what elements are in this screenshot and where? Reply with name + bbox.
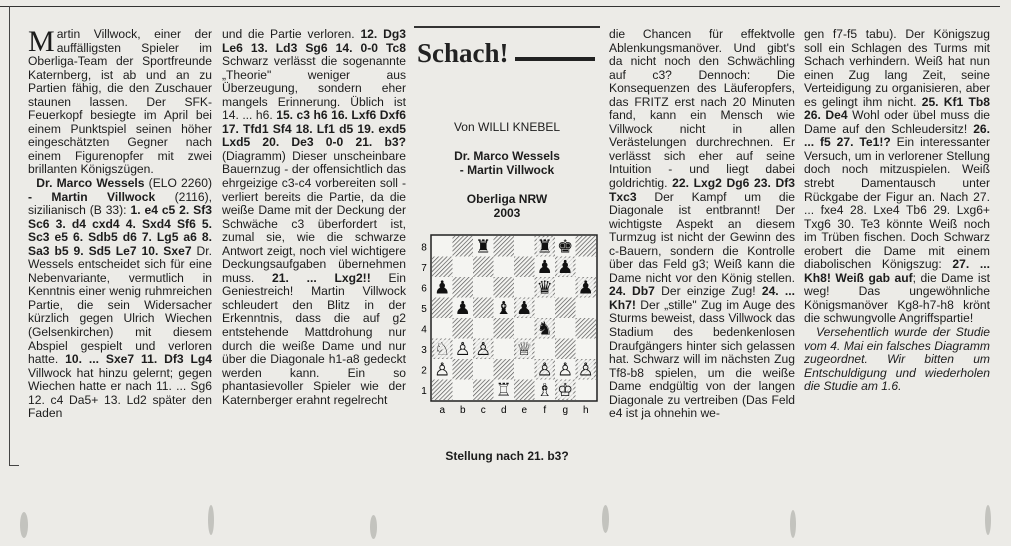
chess-piece-a2: ♙ — [434, 359, 451, 381]
square-e6 — [514, 277, 535, 298]
square-d4 — [494, 318, 515, 339]
rank-label: 1 — [421, 385, 427, 397]
square-e8 — [514, 236, 535, 257]
paper-stain — [370, 515, 377, 539]
bottom-corner-rule — [9, 465, 19, 466]
top-rule — [0, 6, 1000, 7]
diagram-caption: Stellung nach 21. b3? — [445, 449, 569, 463]
chess-piece-c3: ♙ — [475, 338, 492, 360]
chess-piece-a3: ♘ — [434, 338, 451, 360]
article-column-5 — [804, 28, 990, 468]
chess-diagram — [414, 234, 600, 444]
paper-stain — [985, 505, 991, 535]
rank-label: 7 — [421, 262, 427, 274]
rank-label: 8 — [421, 242, 427, 254]
paper-stain — [602, 505, 609, 533]
chess-piece-f2: ♙ — [536, 359, 553, 381]
square-e2 — [514, 359, 535, 380]
square-b2 — [453, 359, 474, 380]
square-g6 — [555, 277, 576, 298]
square-b1 — [453, 380, 474, 401]
square-c2 — [473, 359, 494, 380]
drop-cap: M — [28, 28, 55, 58]
event — [414, 192, 600, 220]
chess-piece-g8: ♚ — [557, 236, 574, 258]
correction-note: Versehentlich wurde der Studie vom 4. Mai ein falsches Diagramm zugeordnet. Wir bitten um Entschuldigung und wiederholen die Studie am 1.6. — [804, 325, 990, 394]
square-b7 — [453, 257, 474, 278]
square-h7 — [576, 257, 597, 278]
chess-piece-d5: ♝ — [495, 297, 512, 319]
square-c6 — [473, 277, 494, 298]
rank-label: 2 — [421, 365, 427, 377]
rank-label: 5 — [421, 303, 427, 315]
square-d7 — [494, 257, 515, 278]
file-label: e — [521, 405, 528, 416]
square-a5 — [432, 298, 453, 319]
square-d8 — [494, 236, 515, 257]
event-year: 2003 — [493, 206, 521, 220]
chess-piece-a6: ♟ — [434, 277, 451, 299]
player-white: Dr. Marco Wessels — [454, 149, 560, 163]
column-2-text: und die Partie verloren. 12. Dg3 Le6 13. Ld3 Sg6 14. 0-0 Tc8 Schwarz verlässt die sogenannte „Theorie" weniger aus Überzeugung, sondern eher mangels Erinnerung. Üblich ist 14. ... h6. 15. c3 h6 16. Lxf6 Dxf6 17. Tfd1 Sf4 18. Lf1 d5 19. exd5 Lxd5 20. De3 0-0 21. b3? (Diagramm) Dieser unscheinbare Bauernzug - der offensichtlich das ehrgeizige c3-c4 vorbereiten soll - verliert bereits die Partie, da die weiße Dame mit der Deckung der Schwäche c3 überfordert ist, zumal sie, wie die schwarze Antwort zeigt, noch viel wichtigere Deckungsaufgaben übernehmen muss. 21. ... Lxg2!! Ein Geniestreich! Martin Villwock schleudert den Blitz in der Erkenntnis, dass die auf g2 entstehende Mattdrohung nur durch die weiße Dame und nur über die Diagonale h1-a8 gedeckt werden kann. Ein so phantasievoller Spieler wie der Katernberger erahnt regelrecht — [222, 28, 406, 407]
square-h5 — [576, 298, 597, 319]
column-4-text: die Chancen für effektvolle Ablenkungsmanöver. Und gibt's da nicht noch den Schwächling auf c3? Dennoch: Die Konsequenzen des Läuferopfers, das FRITZ erst nach 20 Minuten fand, kann ein Mensch wie Villwock nicht in allen Verästelungen durchrechnen. Er verlässt sich eher auf seine Intuition - und liegt dabei goldrichtig. 22. Lxg2 Dg6 23. Df3 Txc3 Der Kampf um die Diagonale ist entbrannt! Der wichtigste Aspekt an diesem Turmzug ist nicht der Gewinn des c-Bauern, sondern die Kontrolle über das Feld g3; Weiß kann die Dame nicht vor den König stellen. 24. Db7 Der einzige Zug! 24. ... Kh7! Der „stille" Zug im Auge des Sturms beweist, dass Villwock das Stadium des bedenkenlosen Draufgängers hinter sich gelassen hat. Schwarz will im nächsten Zug Tf8-b8 spielen, um die weiße Dame endgültig von der langen Diagonale zu vertreiben (Das Feld e4 ist ja ohnehin we- — [609, 28, 795, 421]
square-b4 — [453, 318, 474, 339]
chess-piece-f8: ♜ — [536, 236, 553, 258]
square-b6 — [453, 277, 474, 298]
square-c5 — [473, 298, 494, 319]
paper-stain — [20, 512, 28, 538]
file-label: c — [480, 405, 486, 416]
square-a4 — [432, 318, 453, 339]
chess-piece-g1: ♔ — [557, 379, 574, 401]
square-e7 — [514, 257, 535, 278]
square-h1 — [576, 380, 597, 401]
file-label: a — [439, 405, 446, 416]
chess-piece-f4: ♞ — [536, 318, 553, 340]
square-d6 — [494, 277, 515, 298]
file-label: g — [562, 405, 569, 416]
file-label: d — [500, 405, 507, 416]
chess-piece-f7: ♟ — [536, 256, 553, 278]
players — [414, 149, 600, 177]
square-g3 — [555, 339, 576, 360]
chess-board — [414, 234, 600, 444]
article-column-2 — [222, 28, 406, 468]
paper-stain — [790, 510, 796, 538]
square-c4 — [473, 318, 494, 339]
column-5-text: gen f7-f5 tabu). Der Königszug soll ein Schlagen des Turms mit Schach verhindern. Weiß hat nun einen Zug lang Zeit, seine Verteidigung zu organisieren, aber es gelingt ihm nicht. 25. Kf1 Tb8 26. De4 Wohl oder übel muss die Dame auf den Schleudersitz! 26. ... f5 27. Te1!? Ein interessanter Versuch, um in verlorener Stellung doch noch mitzuspielen. Weiß strebt Damentausch unter Rückgabe der Figur an. Nach 27. ... fxe4 28. Lxe4 Tb6 29. Lxg6+ Txg6 30. Te3 könnte Weiß noch im Trüben fischen. Doch Schwarz erobert die Dame mit einem diabolischen Königszug: 27. ... Kh8! Weiß gab auf; die Dame ist weg! Das ungewöhnliche Königsmanöver Kg8-h7-h8 krönt die schwungvolle Angriffspartie! — [804, 28, 990, 326]
chess-panel — [414, 26, 600, 466]
chess-piece-g7: ♟ — [557, 256, 574, 278]
square-c1 — [473, 380, 494, 401]
square-c7 — [473, 257, 494, 278]
square-b8 — [453, 236, 474, 257]
square-g5 — [555, 298, 576, 319]
event-name: Oberliga NRW — [466, 192, 548, 206]
chess-piece-d1: ♖ — [495, 379, 512, 401]
panel-top-rule — [414, 26, 600, 28]
file-label: f — [543, 405, 547, 416]
rank-label: 3 — [421, 344, 427, 356]
byline: Von WILLI KNEBEL — [453, 120, 561, 134]
intro-paragraph: Martin Villwock, einer der auffälligsten Spieler im Oberliga-Team der Sportfreunde Katernberg, ist ab und an zu Partien fähig, die den Zuschauer staunen lassen. Der SFK-Feuerkopf besiegte im April bei einem Punktspiel seinen höher eingeschätzten Gegner nach einem Figurenopfer mit zwei brillanten Königszügen. — [28, 28, 212, 177]
title-underline — [515, 57, 595, 61]
chess-piece-g2: ♙ — [557, 359, 574, 381]
square-f5 — [535, 298, 556, 319]
square-a8 — [432, 236, 453, 257]
square-a1 — [432, 380, 453, 401]
article-column-4 — [609, 28, 795, 468]
square-h4 — [576, 318, 597, 339]
chess-piece-c8: ♜ — [475, 236, 492, 258]
chess-piece-b3: ♙ — [454, 338, 471, 360]
chess-piece-e5: ♟ — [516, 297, 533, 319]
square-d2 — [494, 359, 515, 380]
square-h3 — [576, 339, 597, 360]
file-label: b — [459, 405, 466, 416]
rank-label: 6 — [421, 283, 427, 295]
square-e4 — [514, 318, 535, 339]
file-label: h — [582, 405, 589, 416]
square-f3 — [535, 339, 556, 360]
square-e1 — [514, 380, 535, 401]
player-black: - Martin Villwock — [459, 163, 555, 177]
chess-piece-e3: ♕ — [516, 338, 533, 360]
article-column-1 — [28, 28, 212, 468]
square-d3 — [494, 339, 515, 360]
chess-piece-h6: ♟ — [577, 277, 594, 299]
chess-piece-b5: ♟ — [454, 297, 471, 319]
chess-piece-h2: ♙ — [577, 359, 594, 381]
paper-stain — [208, 505, 214, 535]
chess-piece-f6: ♛ — [536, 277, 553, 299]
rank-label: 4 — [421, 324, 427, 336]
square-g4 — [555, 318, 576, 339]
square-a7 — [432, 257, 453, 278]
left-rule — [9, 6, 10, 466]
game-header-paragraph: Dr. Marco Wessels (ELO 2260) - Martin Villwock (2116), sizilianisch (B 33): 1. e4 c5 2. Sf3 Sc6 3. d4 cxd4 4. Sxd4 Sf6 5. Sc3 e5 6. Sdb5 d6 7. Lg5 a6 8. Sa3 b5 9. Sd5 Le7 10. Sxe7 Dr. Wessels entscheidet sich für eine Nebenvariante, vermutlich in Kenntnis einer wenig ruhmreichen Partie, die sein Widersacher kürzlich gegen Ulrich Wiechen (Gelsenkirchen) mit diesem Abspiel gespielt und verloren hatte. 10. ... Sxe7 11. Df3 Lg4 Villwock hat hinzu gelernt; gegen Wiechen hatte er nach 11. ... Sg6 12. c4 Da5+ 13. Ld2 später den Faden — [28, 176, 212, 421]
chess-piece-f1: ♗ — [536, 379, 553, 401]
square-h8 — [576, 236, 597, 257]
panel-title: Schach! — [417, 38, 509, 68]
